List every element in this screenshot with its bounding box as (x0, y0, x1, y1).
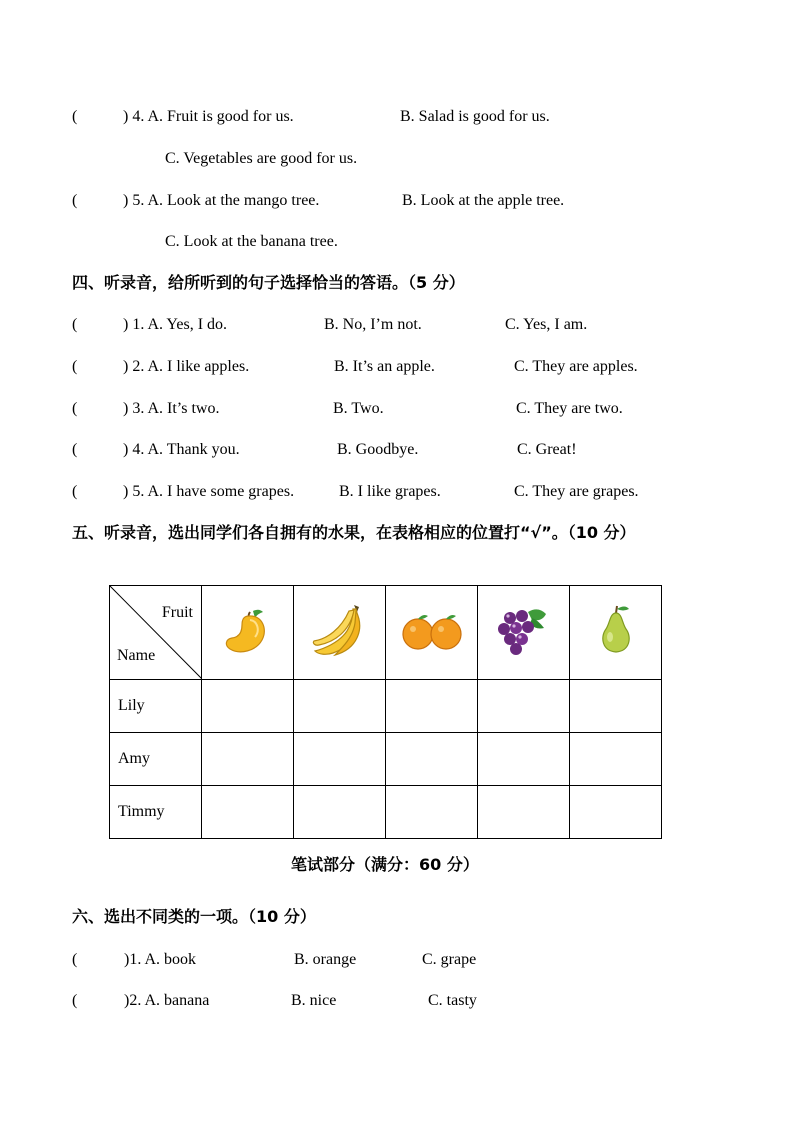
answer-paren[interactable]: ( (72, 400, 78, 417)
check-cell[interactable] (570, 733, 662, 786)
option-b: B. No, I’m not. (324, 316, 422, 333)
option-c: C. Yes, I am. (505, 316, 588, 333)
option-a: ) 4. A. Thank you. (123, 441, 240, 458)
option-a: ) 4. A. Fruit is good for us. (123, 108, 294, 125)
pear-column (570, 586, 662, 680)
check-cell[interactable] (386, 786, 478, 839)
option-a: ) 1. A. Yes, I do. (123, 316, 228, 333)
section-6-title: 六、选出不同类的一项。（10 分） (72, 907, 316, 926)
option-c: C. Great! (517, 441, 577, 458)
option-a: ) 2. A. I like apples. (123, 358, 250, 375)
banana-column (293, 586, 385, 680)
option-c: C. grape (422, 951, 477, 968)
answer-paren[interactable]: ( (72, 441, 78, 458)
answer-paren[interactable]: ( (72, 108, 78, 125)
check-cell[interactable] (478, 680, 570, 733)
table-row (110, 733, 662, 786)
option-c: C. tasty (428, 992, 477, 1009)
option-b: B. Two. (333, 400, 384, 417)
orange-column (386, 586, 478, 680)
section-4-title: 四、听录音，给所听到的句子选择恰当的答语。（5 分） (72, 273, 465, 292)
check-cell[interactable] (478, 733, 570, 786)
option-b: B. Goodbye. (337, 441, 419, 458)
student-name: Amy (110, 733, 202, 786)
check-cell[interactable] (478, 786, 570, 839)
check-cell[interactable] (201, 680, 293, 733)
option-a: )2. A. banana (124, 992, 210, 1009)
option-c: C. Vegetables are good for us. (165, 150, 358, 167)
check-cell[interactable] (386, 680, 478, 733)
table-row (110, 786, 662, 839)
check-cell[interactable] (570, 786, 662, 839)
check-cell[interactable] (293, 786, 385, 839)
option-b: B. orange (294, 951, 357, 968)
table-header-corner (110, 586, 202, 680)
answer-paren[interactable]: ( (72, 951, 78, 968)
mango-icon (220, 603, 274, 657)
option-a: ) 3. A. It’s two. (123, 400, 220, 417)
option-b: B. I like grapes. (339, 483, 441, 500)
check-cell[interactable] (293, 733, 385, 786)
option-c: C. They are apples. (514, 358, 638, 375)
option-b: B. Salad is good for us. (400, 108, 550, 125)
option-b: B. It’s an apple. (334, 358, 435, 375)
check-cell[interactable] (570, 680, 662, 733)
check-cell[interactable] (386, 733, 478, 786)
answer-paren[interactable]: ( (72, 992, 78, 1009)
pear-icon (596, 603, 636, 657)
answer-paren[interactable]: ( (72, 358, 78, 375)
answer-paren[interactable]: ( (72, 192, 78, 209)
table-row (110, 680, 662, 733)
option-c: C. They are two. (516, 400, 623, 417)
mango-column (201, 586, 293, 680)
student-name: Timmy (110, 786, 202, 839)
option-b: B. nice (291, 992, 337, 1009)
option-a: )1. A. book (124, 951, 196, 968)
diagonal-line (110, 586, 202, 679)
option-c: C. They are grapes. (514, 483, 639, 500)
banana-icon (309, 601, 369, 659)
option-a: ) 5. A. Look at the mango tree. (123, 192, 320, 209)
section-5-title: 五、听录音，选出同学们各自拥有的水果，在表格相应的位置打“√”。（10 分） (72, 523, 636, 542)
option-a: ) 5. A. I have some grapes. (123, 483, 295, 500)
answer-paren[interactable]: ( (72, 316, 78, 333)
check-cell[interactable] (293, 680, 385, 733)
option-c: C. Look at the banana tree. (165, 233, 338, 250)
orange-icon (400, 606, 464, 654)
check-cell[interactable] (201, 733, 293, 786)
student-name: Lily (110, 680, 202, 733)
grape-column (478, 586, 570, 680)
fruit-table (109, 585, 662, 839)
header-fruit-label: Fruit (161, 604, 193, 621)
header-name-label: Name (117, 647, 156, 664)
answer-paren[interactable]: ( (72, 483, 78, 500)
check-cell[interactable] (201, 786, 293, 839)
written-part-title: 笔试部分（满分：60 分） (291, 855, 479, 874)
option-b: B. Look at the apple tree. (402, 192, 565, 209)
grape-icon (494, 602, 554, 658)
